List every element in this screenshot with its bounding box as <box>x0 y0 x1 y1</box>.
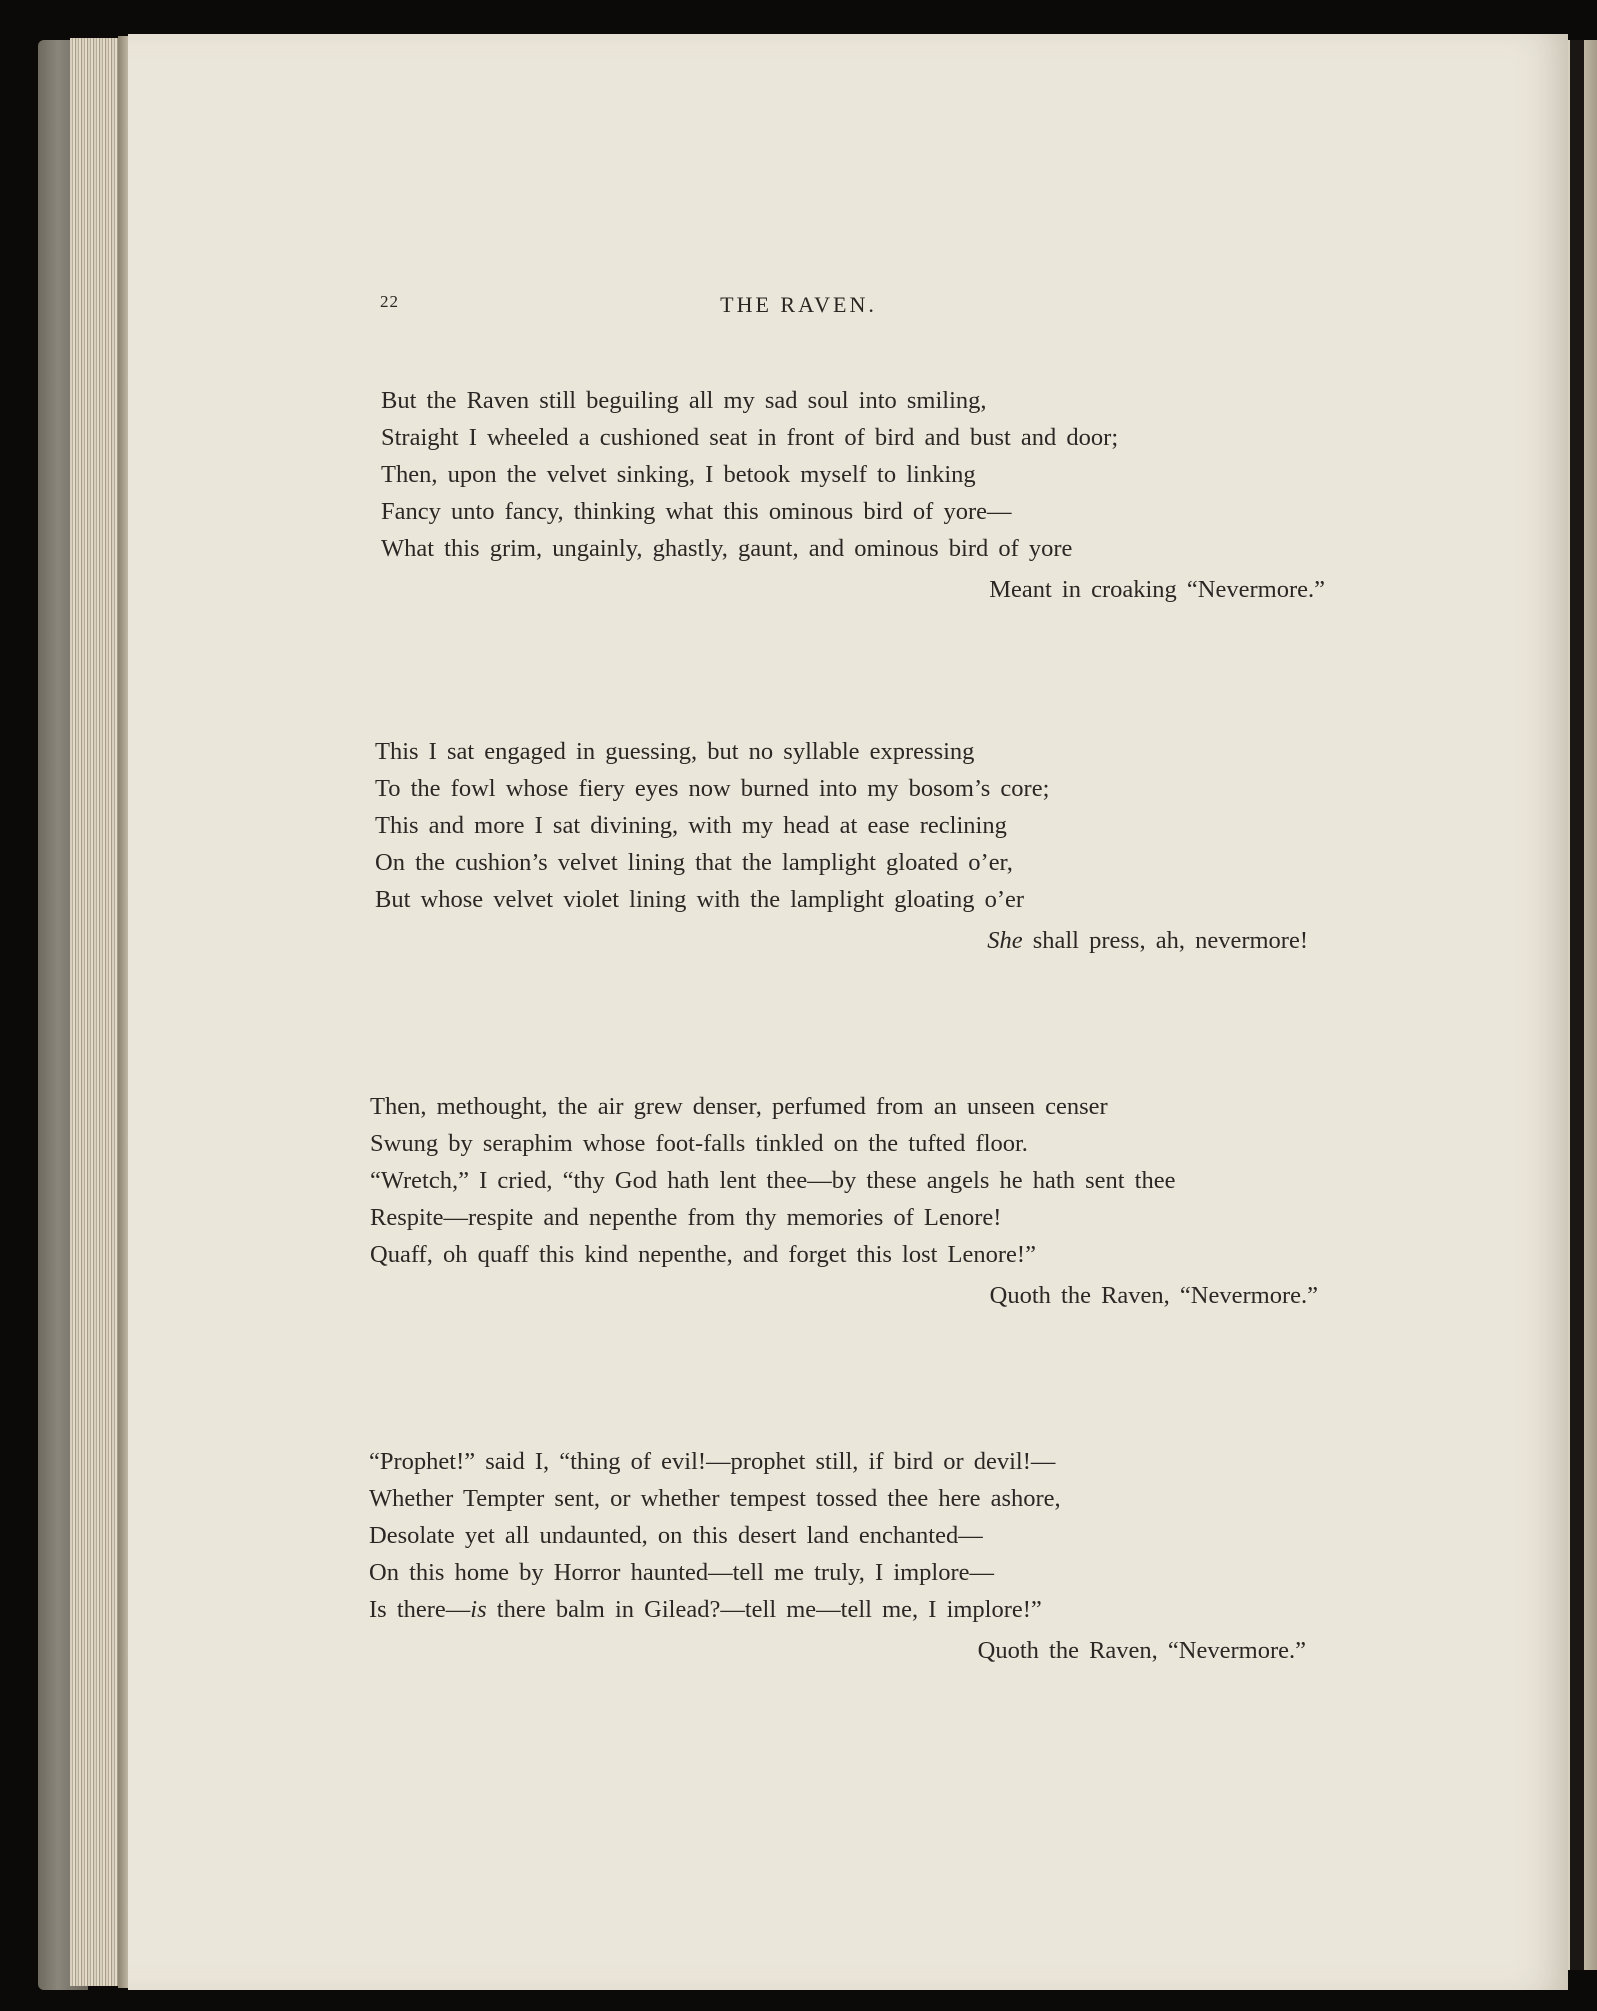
verse-line: Fancy unto fancy, thinking what this ominous bird of yore— <box>381 498 1012 525</box>
refrain-line: Meant in croaking “Nevermore.” <box>989 576 1325 603</box>
verse-line: What this grim, ungainly, ghastly, gaunt, and ominous bird of yore <box>381 535 1073 562</box>
verse-line: This I sat engaged in guessing, but no syllable expressing <box>375 738 975 765</box>
verse-line: Desolate yet all undaunted, on this desert land enchanted— <box>369 1522 983 1549</box>
verse-line: “Prophet!” said I, “thing of evil!—prophet still, if bird or devil!— <box>369 1448 1056 1475</box>
line-text: there balm in Gilead?—tell me—tell me, I implore!” <box>486 1596 1042 1623</box>
verse-line: Straight I wheeled a cushioned seat in front of bird and bust and door; <box>381 424 1119 451</box>
stanza-3 <box>370 1088 1318 1314</box>
stanza-4 <box>369 1443 1306 1669</box>
running-head: THE RAVEN. <box>720 292 877 317</box>
stanza-1 <box>381 382 1325 608</box>
verse-line: Swung by seraphim whose foot-falls tinkled on the tufted floor. <box>370 1130 1028 1157</box>
verse-line: “Wretch,” I cried, “thy God hath lent thee—by these angels he hath sent thee <box>370 1167 1176 1194</box>
refrain-italic-word: She <box>987 927 1023 954</box>
stanza-2 <box>375 733 1308 959</box>
verse-line: This and more I sat divining, with my head at ease reclining <box>375 812 1007 839</box>
verse-line: Quaff, oh quaff this kind nepenthe, and forget this lost Lenore!” <box>370 1241 1036 1268</box>
verse-line: Whether Tempter sent, or whether tempest tossed thee here ashore, <box>369 1485 1061 1512</box>
verse-line: But the Raven still beguiling all my sad soul into smiling, <box>381 387 987 414</box>
italic-word: is <box>470 1596 487 1623</box>
book-page <box>128 34 1568 1990</box>
refrain-line <box>375 922 1308 959</box>
line-text: Is there— <box>369 1596 471 1623</box>
verse-line: But whose velvet violet lining with the lamplight gloating o’er <box>375 886 1025 913</box>
verse-line: Then, methought, the air grew denser, perfumed from an unseen censer <box>370 1093 1108 1120</box>
right-edge-shadow <box>1570 40 1584 1970</box>
verse-line <box>369 1591 1306 1628</box>
refrain-line: Quoth the Raven, “Nevermore.” <box>989 1282 1318 1309</box>
refrain-text: shall press, ah, nevermore! <box>1022 927 1308 954</box>
verse-line: To the fowl whose fiery eyes now burned into my bosom’s core; <box>375 775 1050 802</box>
verse-line: Then, upon the velvet sinking, I betook myself to linking <box>381 461 976 488</box>
verse-line: Respite—respite and nepenthe from thy memories of Lenore! <box>370 1204 1002 1231</box>
verse-line: On this home by Horror haunted—tell me truly, I implore— <box>369 1559 995 1586</box>
verse-line: On the cushion’s velvet lining that the lamplight gloated o’er, <box>375 849 1013 876</box>
refrain-line: Quoth the Raven, “Nevermore.” <box>977 1637 1306 1664</box>
page-number: 22 <box>380 292 399 311</box>
